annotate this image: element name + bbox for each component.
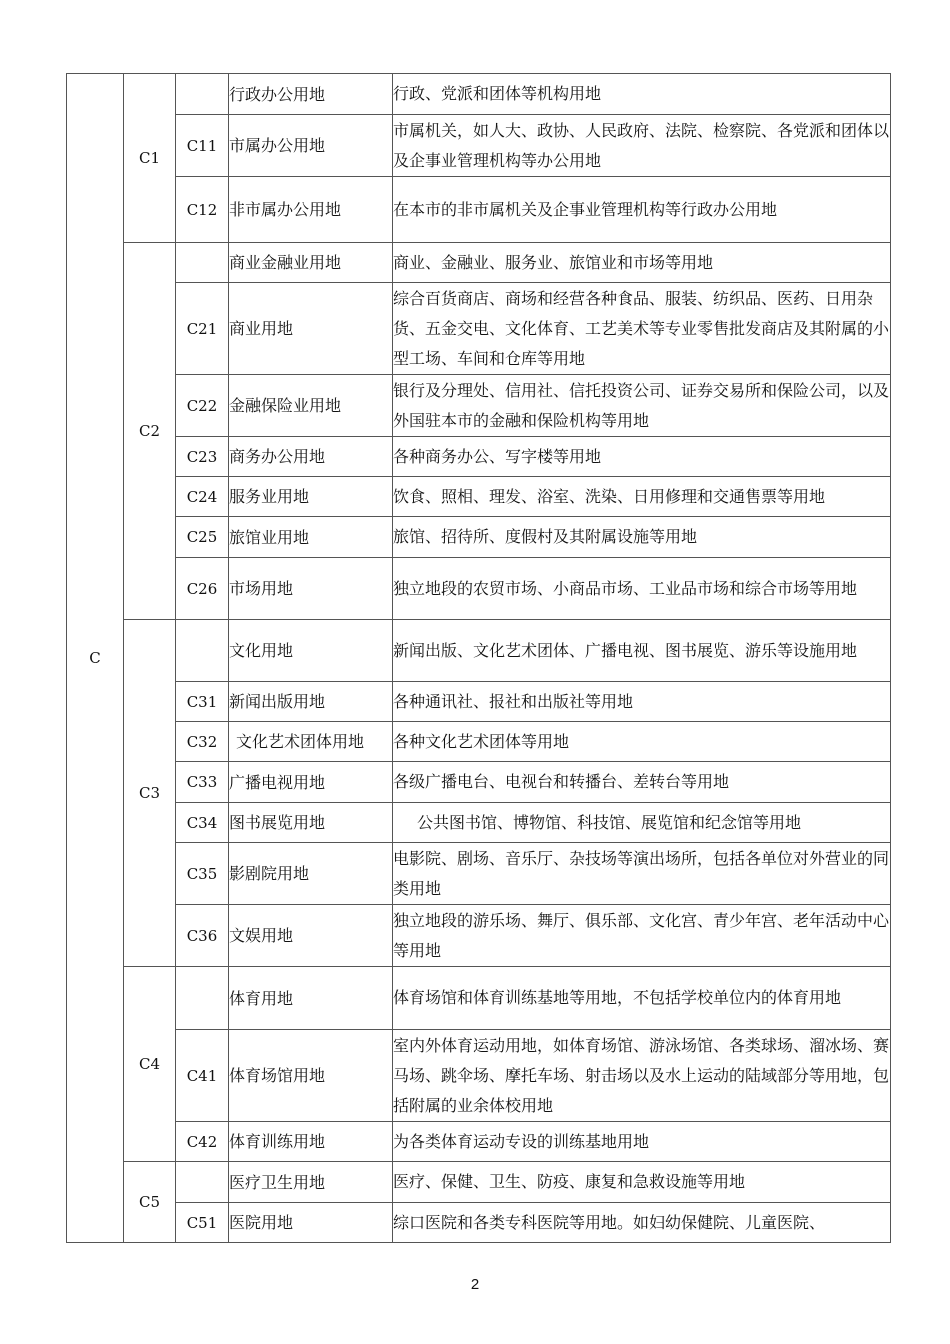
- table-row: [67, 620, 891, 682]
- land-use-description: 医疗、保健、卫生、防疫、康复和急救设施等用地: [393, 1162, 891, 1203]
- sub-class-code: C23: [176, 437, 229, 477]
- land-use-description: 饮食、照相、理发、浴室、洗染、日用修理和交通售票等用地: [393, 477, 891, 517]
- sub-class-code: C41: [176, 1030, 229, 1122]
- land-use-description: 各级广播电台、电视台和转播台、差转台等用地: [393, 762, 891, 803]
- sub-class-code: C36: [176, 905, 229, 967]
- land-use-description: 市属机关，如人大、政协、人民政府、法院、检察院、各党派和团体以及企事业管理机构等办公用地: [393, 115, 891, 177]
- land-use-description: 旅馆、招待所、度假村及其附属设施等用地: [393, 517, 891, 558]
- table-row: [67, 1122, 891, 1162]
- table-row: [67, 905, 891, 967]
- table-row: [67, 115, 891, 177]
- table-row: [67, 967, 891, 1030]
- mid-class-code: C3: [124, 620, 176, 967]
- mid-class-code: C4: [124, 967, 176, 1162]
- land-use-name: 新闻出版用地: [229, 682, 393, 722]
- table-row: [67, 762, 891, 803]
- sub-class-code: C22: [176, 375, 229, 437]
- table-row: [67, 803, 891, 843]
- sub-class-code: C12: [176, 177, 229, 243]
- land-use-name: 体育训练用地: [229, 1122, 393, 1162]
- sub-class-code: C51: [176, 1203, 229, 1243]
- land-use-description: 室内外体育运动用地，如体育场馆、游泳场馆、各类球场、溜冰场、赛马场、跳伞场、摩托车场、射击场以及水上运动的陆域部分等用地，包括附属的业余体校用地: [393, 1030, 891, 1122]
- land-use-description: 独立地段的游乐场、舞厅、俱乐部、文化宫、青少年宫、老年活动中心等用地: [393, 905, 891, 967]
- table-row: [67, 437, 891, 477]
- table-row: [67, 843, 891, 905]
- land-use-name: 旅馆业用地: [229, 517, 393, 558]
- land-use-name: 商务办公用地: [229, 437, 393, 477]
- land-use-description: 独立地段的农贸市场、小商品市场、工业品市场和综合市场等用地: [393, 558, 891, 620]
- sub-class-code: C25: [176, 517, 229, 558]
- land-use-name: 非市属办公用地: [229, 177, 393, 243]
- table-row: [67, 517, 891, 558]
- page-number: 2: [470, 1276, 480, 1293]
- sub-class-code: C32: [176, 722, 229, 762]
- table-row: [67, 682, 891, 722]
- sub-class-code: [176, 620, 229, 682]
- land-use-name: 文化艺术团体用地: [229, 722, 393, 762]
- land-use-name: 市场用地: [229, 558, 393, 620]
- land-use-description: 体育场馆和体育训练基地等用地，不包括学校单位内的体育用地: [393, 967, 891, 1030]
- land-use-description: 为各类体育运动专设的训练基地用地: [393, 1122, 891, 1162]
- table-row: [67, 243, 891, 283]
- land-use-name: 医院用地: [229, 1203, 393, 1243]
- sub-class-code: C26: [176, 558, 229, 620]
- mid-class-code: C1: [124, 74, 176, 243]
- mid-class-code: C2: [124, 243, 176, 620]
- land-use-name: 文娱用地: [229, 905, 393, 967]
- land-use-name: 体育用地: [229, 967, 393, 1030]
- table-row: [67, 1203, 891, 1243]
- land-use-name: 商业用地: [229, 283, 393, 375]
- land-use-description: 行政、党派和团体等机构用地: [393, 74, 891, 115]
- major-class-code: C: [67, 74, 124, 1243]
- land-use-name: 市属办公用地: [229, 115, 393, 177]
- sub-class-code: C11: [176, 115, 229, 177]
- land-use-description: 商业、金融业、服务业、旅馆业和市场等用地: [393, 243, 891, 283]
- land-use-classification-table: [66, 73, 891, 1243]
- table-row: [67, 722, 891, 762]
- sub-class-code: C24: [176, 477, 229, 517]
- table-row: [67, 477, 891, 517]
- table-row: [67, 1030, 891, 1122]
- table-row: [67, 1162, 891, 1203]
- sub-class-code: C42: [176, 1122, 229, 1162]
- land-use-name: 商业金融业用地: [229, 243, 393, 283]
- land-use-name: 影剧院用地: [229, 843, 393, 905]
- land-use-name: 行政办公用地: [229, 74, 393, 115]
- land-use-description: 各种通讯社、报社和出版社等用地: [393, 682, 891, 722]
- land-use-description: 综合百货商店、商场和经营各种食品、服装、纺织品、医药、日用杂货、五金交电、文化体育、工艺美术等专业零售批发商店及其附属的小型工场、车间和仓库等用地: [393, 283, 891, 375]
- sub-class-code: [176, 243, 229, 283]
- land-use-description: 综口医院和各类专科医院等用地。如妇幼保健院、儿童医院、: [393, 1203, 891, 1243]
- land-use-name: 服务业用地: [229, 477, 393, 517]
- sub-class-code: [176, 74, 229, 115]
- sub-class-code: C21: [176, 283, 229, 375]
- mid-class-code: C5: [124, 1162, 176, 1243]
- land-use-description: 银行及分理处、信用社、信托投资公司、证券交易所和保险公司，以及外国驻本市的金融和保险机构等用地: [393, 375, 891, 437]
- table-row: [67, 283, 891, 375]
- sub-class-code: C33: [176, 762, 229, 803]
- table-row: [67, 375, 891, 437]
- sub-class-code: [176, 1162, 229, 1203]
- land-use-description: 在本市的非市属机关及企事业管理机构等行政办公用地: [393, 177, 891, 243]
- land-use-description: 各种文化艺术团体等用地: [393, 722, 891, 762]
- table-row: [67, 558, 891, 620]
- land-use-name: 图书展览用地: [229, 803, 393, 843]
- table-row: [67, 74, 891, 115]
- table-row: [67, 177, 891, 243]
- land-use-name: 金融保险业用地: [229, 375, 393, 437]
- land-use-name: 文化用地: [229, 620, 393, 682]
- sub-class-code: C34: [176, 803, 229, 843]
- land-use-name: 医疗卫生用地: [229, 1162, 393, 1203]
- sub-class-code: C35: [176, 843, 229, 905]
- land-use-description: 新闻出版、文化艺术团体、广播电视、图书展览、游乐等设施用地: [393, 620, 891, 682]
- sub-class-code: C31: [176, 682, 229, 722]
- land-use-description: 电影院、剧场、音乐厅、杂技场等演出场所，包括各单位对外营业的同类用地: [393, 843, 891, 905]
- land-use-name: 体育场馆用地: [229, 1030, 393, 1122]
- sub-class-code: [176, 967, 229, 1030]
- land-use-description: 公共图书馆、博物馆、科技馆、展览馆和纪念馆等用地: [393, 803, 891, 843]
- land-use-name: 广播电视用地: [229, 762, 393, 803]
- land-use-description: 各种商务办公、写字楼等用地: [393, 437, 891, 477]
